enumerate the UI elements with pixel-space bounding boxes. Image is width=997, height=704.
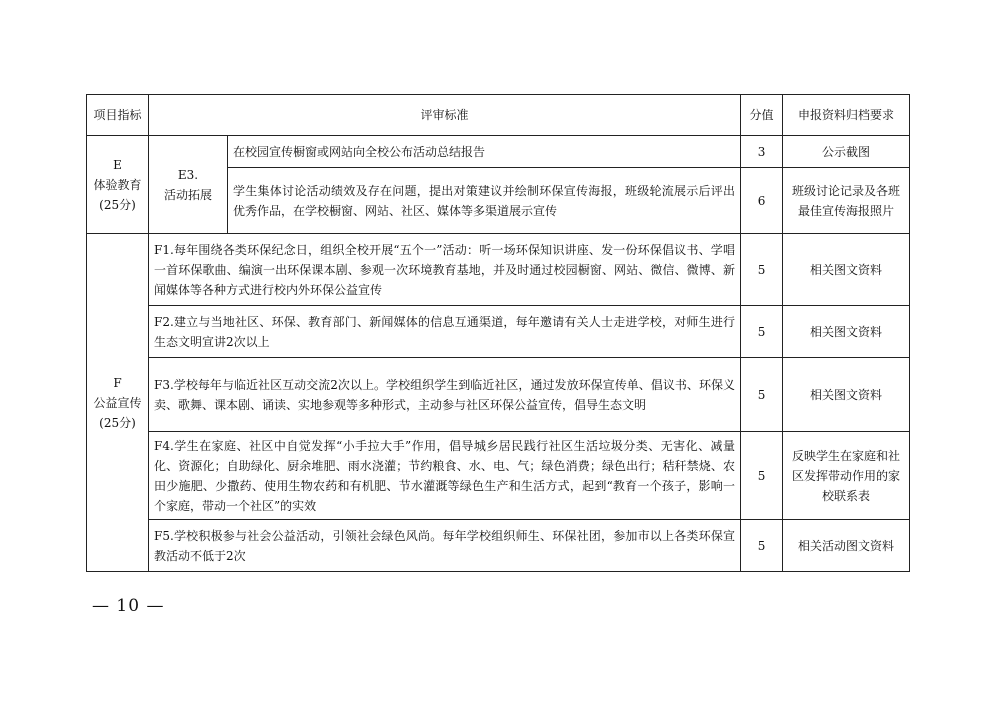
evaluation-table (86, 94, 910, 572)
criteria-cell: F1.每年围绕各类环保纪念日，组织全校开展“五个一”活动：听一场环保知识讲座、发一份环保倡议书、学唱一首环保歌曲、编演一出环保课本剧、参观一次环境教育基地，并及时通过校园橱窗、网站、微信、微博、新闻媒体等各种方式进行校内外环保公益宣传 (149, 234, 741, 306)
score-cell: 6 (741, 168, 783, 234)
table-row (87, 234, 910, 306)
table-row (87, 136, 910, 168)
archive-cell: 班级讨论记录及各班最佳宣传海报照片 (783, 168, 910, 234)
section-f-name: 公益宣传 (93, 395, 142, 410)
criteria-cell: 学生集体讨论活动绩效及存在问题，提出对策建议并绘制环保宣传海报，班级轮流展示后评出优秀作品，在学校橱窗、网站、社区、媒体等多渠道展示宣传 (228, 168, 741, 234)
score-cell: 5 (741, 358, 783, 432)
header-item-indicator: 项目指标 (87, 95, 149, 136)
archive-cell: 相关活动图文资料 (783, 520, 910, 572)
header-score: 分值 (741, 95, 783, 136)
score-cell: 5 (741, 432, 783, 520)
section-e-indicator (87, 136, 149, 234)
archive-cell: 公示截图 (783, 136, 910, 168)
page-number: — 10 — (92, 596, 165, 616)
criteria-cell: 在校园宣传橱窗或网站向全校公布活动总结报告 (228, 136, 741, 168)
archive-cell: 相关图文资料 (783, 234, 910, 306)
table-header-row (87, 95, 910, 136)
sub-indicator-e3 (149, 136, 228, 234)
sub-indicator-e3-code: E3. (177, 167, 199, 182)
score-cell: 5 (741, 306, 783, 358)
score-cell: 3 (741, 136, 783, 168)
header-criteria: 评审标准 (149, 95, 741, 136)
table-row (87, 520, 910, 572)
criteria-cell: F5.学校积极参与社会公益活动，引领社会绿色风尚。每年学校组织师生、环保社团，参加市以上各类环保宣教活动不低于2次 (149, 520, 741, 572)
score-cell: 5 (741, 234, 783, 306)
criteria-cell: F3.学校每年与临近社区互动交流2次以上。学校组织学生到临近社区，通过发放环保宣传单、倡议书、环保义卖、歌舞、课本剧、诵读、实地参观等多种形式，主动参与社区环保公益宣传，倡导生态文明 (149, 358, 741, 432)
section-f-indicator (87, 234, 149, 572)
table-row (87, 306, 910, 358)
section-f-points: (25分) (99, 415, 136, 430)
score-cell: 5 (741, 520, 783, 572)
table-row (87, 358, 910, 432)
section-e-name: 体验教育 (93, 177, 142, 192)
section-e-points: (25分) (99, 197, 136, 212)
criteria-cell: F2.建立与当地社区、环保、教育部门、新闻媒体的信息互通渠道，每年邀请有关人士走进学校，对师生进行生态文明宣讲2次以上 (149, 306, 741, 358)
table-row (87, 432, 910, 520)
archive-cell: 反映学生在家庭和社区发挥带动作用的家校联系表 (783, 432, 910, 520)
archive-cell: 相关图文资料 (783, 306, 910, 358)
section-f-code: F (113, 375, 122, 390)
section-e-code: E (113, 157, 122, 172)
sub-indicator-e3-name: 活动拓展 (163, 187, 212, 202)
criteria-cell: F4.学生在家庭、社区中自觉发挥“小手拉大手”作用，倡导城乡居民践行社区生活垃圾分类、无害化、减量化、资源化；自助绿化、厨余堆肥、雨水浇灌；节约粮食、水、电、气；绿色消费；绿色出行；秸秆禁烧、农田少施肥、少撒药、使用生物农药和有机肥、节水灌溉等绿色生产和生活方式，起到“教育一个孩子，影响一个家庭，带动一个社区”的实效 (149, 432, 741, 520)
header-archive-requirement: 申报资料归档要求 (783, 95, 910, 136)
archive-cell: 相关图文资料 (783, 358, 910, 432)
